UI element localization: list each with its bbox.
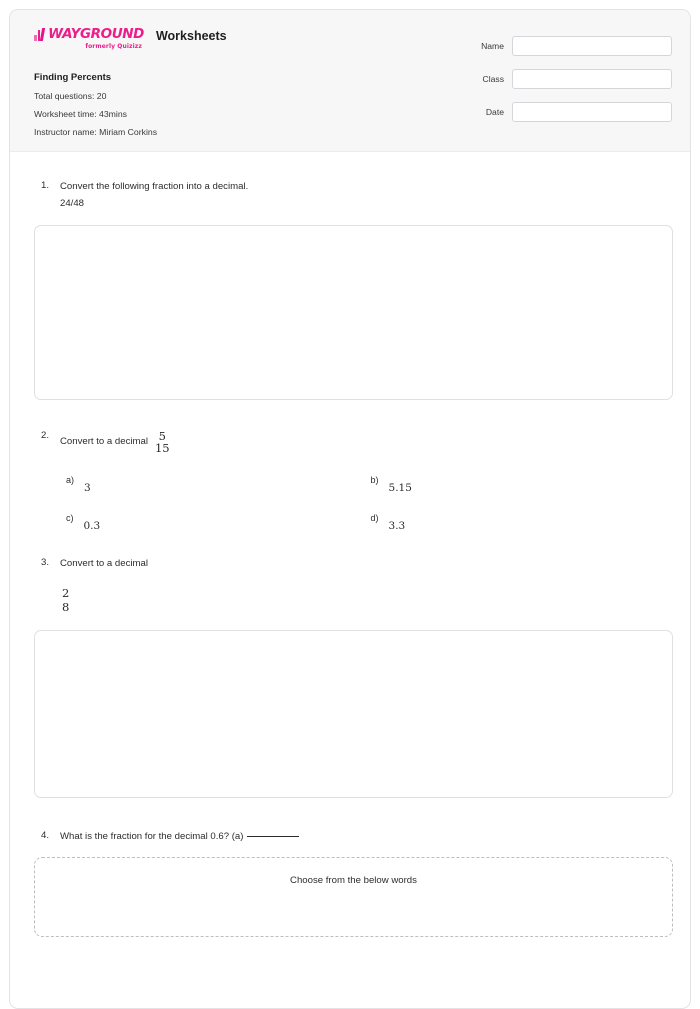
- question-2-denominator: 15: [154, 441, 170, 456]
- question-4-text-row: [60, 830, 675, 845]
- student-info-fields: [452, 36, 672, 135]
- total-questions: Total questions: 20: [34, 91, 107, 101]
- name-input[interactable]: [512, 36, 672, 56]
- worksheet-meta: [34, 72, 157, 145]
- question-3: [25, 557, 675, 615]
- question-2-number: 2.: [41, 429, 50, 441]
- question-3-numerator: 2: [62, 585, 70, 600]
- question-1-number: 1.: [41, 180, 50, 191]
- question-4-number: 4.: [41, 830, 50, 842]
- logo-main: [34, 28, 144, 41]
- name-field-row: [452, 36, 672, 56]
- page-title: Worksheets: [155, 29, 227, 43]
- option-a-label: a): [66, 474, 75, 485]
- question-2-options: [60, 474, 675, 532]
- option-d-value: 3.3: [388, 519, 406, 532]
- logo-subtitle: formerly Quizizz: [85, 43, 142, 50]
- instructor-name: Instructor name: Miriam Corkins: [34, 127, 158, 137]
- option-b-label: b): [370, 474, 379, 485]
- question-4-blank[interactable]: [247, 836, 299, 837]
- class-input[interactable]: [512, 69, 672, 89]
- question-3-fraction: [60, 584, 675, 615]
- question-1-text: Convert the following fraction into a decimal.: [60, 181, 249, 192]
- question-2-fraction: [155, 430, 170, 455]
- question-1: [25, 180, 675, 209]
- option-b[interactable]: [370, 474, 676, 494]
- option-c-value: 0.3: [83, 519, 101, 532]
- option-d-label: d): [370, 512, 379, 523]
- worksheet-page: [9, 9, 691, 1009]
- question-4: [25, 830, 675, 845]
- class-field-row: [452, 69, 672, 89]
- question-1-fraction: 24/48: [60, 197, 85, 209]
- option-a[interactable]: [66, 474, 371, 494]
- question-2-prompt: [60, 430, 675, 455]
- word-bank-title: Choose from the below words: [290, 875, 417, 887]
- date-label: Date: [485, 107, 504, 117]
- worksheet-title: Finding Percents: [34, 72, 112, 83]
- question-3-text: Convert to a decimal: [60, 557, 148, 569]
- question-2-text: Convert to a decimal: [60, 435, 148, 447]
- wayground-logo-mark-icon: [34, 28, 45, 41]
- option-d[interactable]: [370, 512, 676, 532]
- question-3-number: 3.: [41, 556, 50, 568]
- question-3-answer-box[interactable]: [34, 630, 673, 798]
- question-4-word-bank: [34, 857, 673, 937]
- option-c-label: c): [66, 512, 74, 523]
- question-3-denominator: 8: [62, 599, 70, 614]
- brand-row: [34, 28, 227, 50]
- date-field-row: [452, 102, 672, 122]
- question-2: [25, 428, 675, 532]
- option-b-value: 5.15: [388, 481, 412, 494]
- option-a-value: 3: [84, 481, 91, 494]
- worksheet-body: [10, 180, 690, 937]
- question-1-answer-box[interactable]: [34, 225, 673, 400]
- option-c[interactable]: [66, 512, 371, 532]
- worksheet-time: Worksheet time: 43mins: [34, 109, 128, 119]
- question-2-numerator: 5: [158, 428, 166, 443]
- date-input[interactable]: [512, 102, 672, 122]
- worksheet-header: [10, 10, 690, 152]
- logo-wordmark: WAYGROUND: [48, 26, 144, 42]
- question-4-text: What is the fraction for the decimal 0.6? (a): [60, 831, 244, 843]
- wayground-logo: [34, 28, 144, 50]
- name-label: Name: [481, 41, 504, 51]
- class-label: Class: [482, 74, 504, 84]
